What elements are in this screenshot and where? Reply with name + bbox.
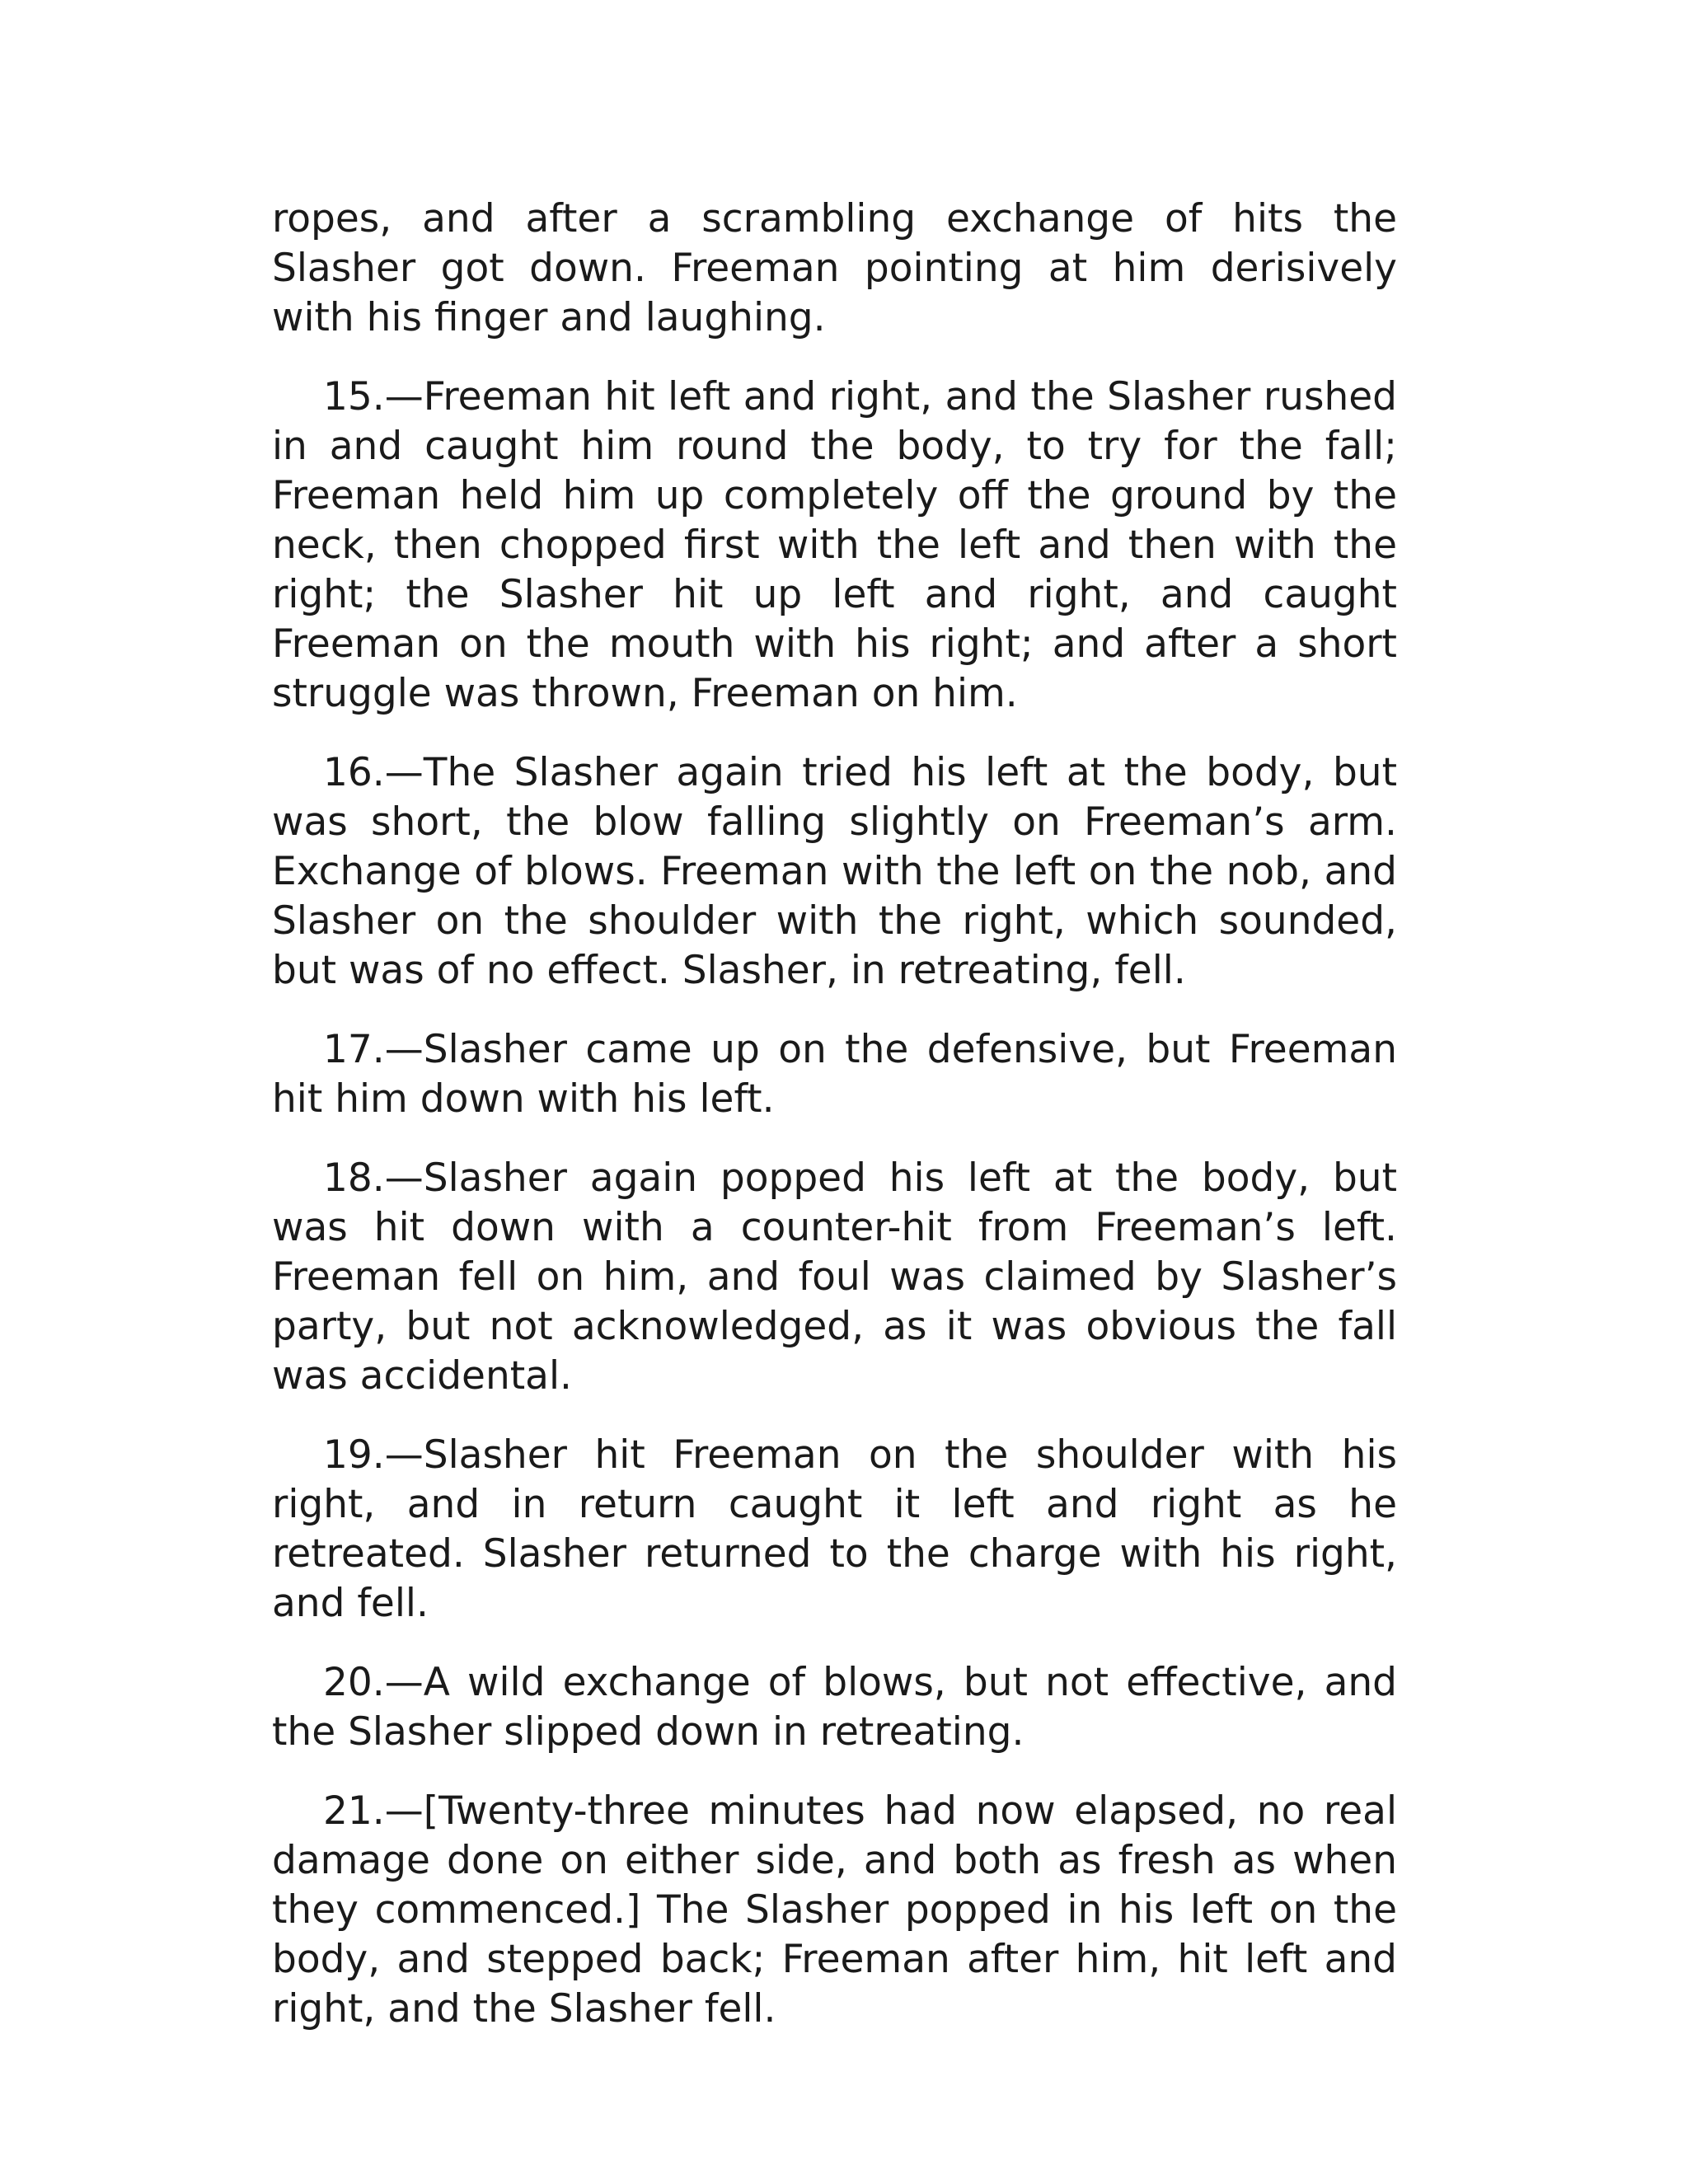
paragraph-round-19: 19.—Slasher hit Freeman on the shoulder with his right, and in return caught it left and right as he retreated. Slasher returned to the charge with his right, and fell.: [272, 1432, 1397, 1626]
page-body: [272, 194, 1397, 2064]
paragraph-round-18: 18.—Slasher again popped his left at the body, but was hit down with a counter-hit from Freeman’s left. Freeman fell on him, and foul was claimed by Slasher’s party, but not acknowledged, as it was obvious the fall was accidental.: [272, 1155, 1397, 1399]
paragraph-round-17: 17.—Slasher came up on the defensive, but Freeman hit him down with his left.: [272, 1027, 1397, 1122]
paragraph-round-16: 16.—The Slasher again tried his left at the body, but was short, the blow falling slightly on Freeman’s arm. Exchange of blows. Freeman with the left on the nob, and Slasher on the shoulder with the right, which sounded, but was of no effect. Slasher, in retreating, fell.: [272, 750, 1397, 993]
paragraph-continuation: ropes, and after a scrambling exchange of hits the Slasher got down. Freeman pointing at him derisively with his finger and laughing.: [272, 196, 1397, 340]
paragraph-round-15: 15.—Freeman hit left and right, and the Slasher rushed in and caught him round the body, to try for the fall; Freeman held him up completely off the ground by the neck, then chopped first with the left and then with the right; the Slasher hit up left and right, and caught Freeman on the mouth with his right; and after a short struggle was thrown, Freeman on him.: [272, 374, 1397, 716]
paragraph-round-20: 20.—A wild exchange of blows, but not effective, and the Slasher slipped down in retreating.: [272, 1660, 1397, 1755]
paragraph-round-21: 21.—[Twenty-three minutes had now elapsed, no real damage done on either side, and both as fresh as when they commenced.] The Slasher popped in his left on the body, and stepped back; Freeman after him, hit left and right, and the Slasher fell.: [272, 1788, 1397, 2032]
